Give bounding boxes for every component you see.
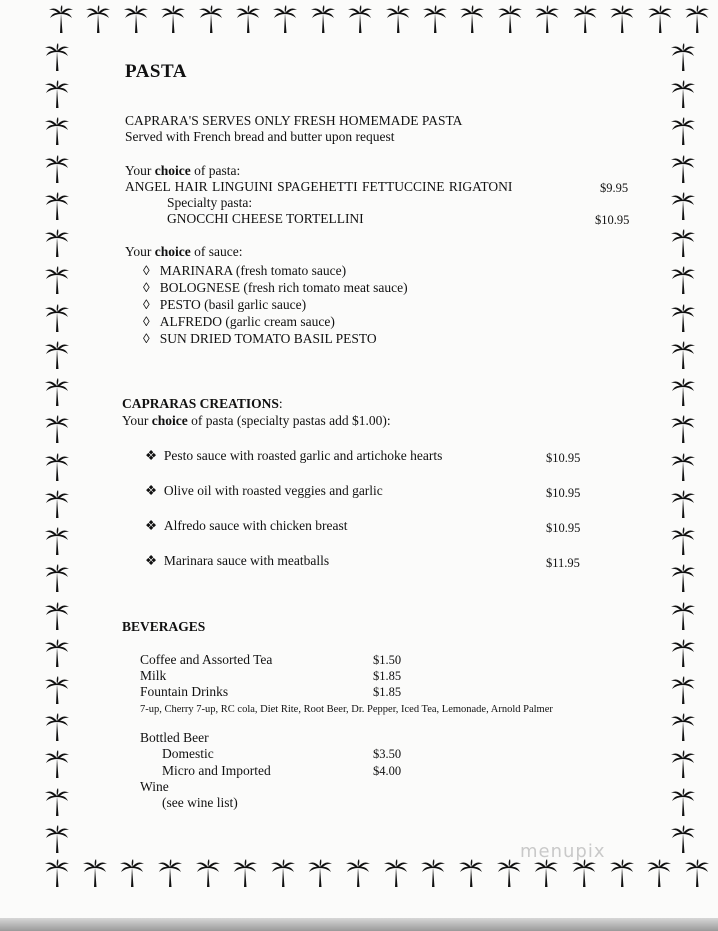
beverage-price: $1.85 — [373, 685, 402, 699]
palm-tree-icon — [533, 858, 559, 888]
palm-tree-icon — [571, 858, 597, 888]
palm-tree-icon — [119, 858, 145, 888]
creations-sub-suffix: of pasta (specialty pastas add $1.00): — [187, 413, 391, 428]
palm-border-top — [48, 4, 710, 34]
creation-item — [145, 553, 329, 569]
palm-tree-icon — [534, 4, 560, 34]
palm-tree-icon — [609, 858, 635, 888]
creation-item-price: $10.95 — [546, 451, 581, 465]
palm-tree-icon — [48, 4, 74, 34]
palm-tree-icon — [310, 4, 336, 34]
specialty-pasta-list: GNOCCHI CHEESE TORTELLINI — [167, 211, 364, 226]
palm-tree-icon — [44, 858, 70, 888]
palm-tree-icon — [345, 858, 371, 888]
palm-tree-icon — [670, 675, 696, 705]
beverage-name: Coffee and Assorted Tea — [140, 652, 273, 667]
palm-tree-icon — [44, 452, 70, 482]
palm-tree-icon — [347, 4, 373, 34]
palm-tree-icon — [157, 858, 183, 888]
palm-tree-icon — [44, 414, 70, 444]
beverage-price: $4.00 — [373, 764, 402, 778]
palm-tree-icon — [670, 787, 696, 817]
regular-pasta-list: ANGEL HAIR LINGUINI SPAGEHETTI FETTUCCINE RIGATONI — [125, 179, 513, 194]
palm-tree-icon — [670, 452, 696, 482]
diamond-bullet-icon: ◊ — [143, 297, 150, 312]
palm-tree-icon — [684, 858, 710, 888]
creation-item-price: $10.95 — [546, 521, 581, 535]
sauce-choice-suffix: of sauce: — [190, 244, 243, 259]
palm-tree-icon — [572, 4, 598, 34]
creations-sub-prefix: Your — [122, 413, 152, 428]
sauce-choice-bold: choice — [154, 244, 191, 259]
palm-tree-icon — [44, 638, 70, 668]
intro-line-1: CAPRARA'S SERVES ONLY FRESH HOMEMADE PASTA — [125, 113, 463, 128]
creations-heading — [122, 396, 283, 412]
palm-tree-icon — [383, 858, 409, 888]
palm-tree-icon — [44, 340, 70, 370]
sauce-item — [143, 263, 346, 279]
palm-tree-icon — [44, 712, 70, 742]
beverage-name: Domestic — [162, 746, 214, 761]
palm-tree-icon — [123, 4, 149, 34]
specialty-pasta-label: Specialty pasta: — [167, 195, 253, 210]
palm-tree-icon — [670, 191, 696, 221]
palm-tree-icon — [270, 858, 296, 888]
palm-tree-icon — [44, 526, 70, 556]
palm-tree-icon — [670, 154, 696, 184]
palm-tree-icon — [670, 526, 696, 556]
sauce-item — [143, 314, 335, 330]
wine-note: (see wine list) — [162, 795, 238, 810]
sauce-item-label: BOLOGNESE (fresh rich tomato meat sauce) — [159, 280, 408, 295]
regular-pasta-price: $9.95 — [600, 181, 629, 195]
creations-heading-colon: : — [278, 396, 283, 411]
sauce-item-label: MARINARA (fresh tomato sauce) — [159, 263, 347, 278]
sauce-item-label: ALFREDO (garlic cream sauce) — [159, 314, 335, 329]
specialty-pasta-price: $10.95 — [595, 213, 630, 227]
star-bullet-icon: ❖ — [145, 553, 158, 568]
creation-item — [145, 483, 383, 499]
palm-tree-icon — [647, 4, 673, 34]
sauce-item — [143, 280, 408, 296]
star-bullet-icon: ❖ — [145, 448, 158, 463]
palm-tree-icon — [44, 116, 70, 146]
intro-line-2: Served with French bread and butter upon request — [125, 129, 395, 144]
creation-item-price: $11.95 — [546, 556, 580, 570]
bottled-beer-label: Bottled Beer — [140, 730, 209, 745]
palm-tree-icon — [198, 4, 224, 34]
palm-tree-icon — [44, 79, 70, 109]
diamond-bullet-icon: ◊ — [143, 280, 150, 295]
diamond-bullet-icon: ◊ — [143, 263, 150, 278]
fountain-drinks-list: 7-up, Cherry 7-up, RC cola, Diet Rite, Root Beer, Dr. Pepper, Iced Tea, Lemonade, Arnold Palmer — [140, 704, 553, 715]
palm-tree-icon — [160, 4, 186, 34]
creation-item-name: Alfredo sauce with chicken breast — [163, 518, 348, 533]
watermark-logo: menupix — [520, 841, 606, 862]
palm-tree-icon — [684, 4, 710, 34]
palm-border-bottom — [44, 858, 710, 888]
palm-tree-icon — [44, 489, 70, 519]
beverage-price: $1.50 — [373, 653, 402, 667]
star-bullet-icon: ❖ — [145, 518, 158, 533]
sauce-item-label: SUN DRIED TOMATO BASIL PESTO — [159, 331, 377, 346]
beverages-heading: BEVERAGES — [122, 619, 206, 634]
beverage-name: Fountain Drinks — [140, 684, 229, 699]
sauce-item — [143, 331, 377, 347]
palm-tree-icon — [44, 303, 70, 333]
palm-tree-icon — [232, 858, 258, 888]
creation-item-name: Olive oil with roasted veggies and garlic — [163, 483, 383, 498]
palm-tree-icon — [670, 824, 696, 854]
palm-tree-icon — [44, 42, 70, 72]
palm-tree-icon — [82, 858, 108, 888]
sauce-item-label: PESTO (basil garlic sauce) — [159, 297, 307, 312]
palm-tree-icon — [670, 638, 696, 668]
palm-tree-icon — [44, 191, 70, 221]
palm-tree-icon — [670, 563, 696, 593]
palm-tree-icon — [670, 42, 696, 72]
palm-tree-icon — [307, 858, 333, 888]
palm-tree-icon — [459, 4, 485, 34]
palm-tree-icon — [670, 265, 696, 295]
pasta-choice-suffix: of pasta: — [190, 163, 241, 178]
palm-tree-icon — [195, 858, 221, 888]
beverage-price: $3.50 — [373, 747, 402, 761]
star-bullet-icon: ❖ — [145, 483, 158, 498]
palm-tree-icon — [85, 4, 111, 34]
palm-tree-icon — [385, 4, 411, 34]
palm-tree-icon — [496, 858, 522, 888]
palm-tree-icon — [422, 4, 448, 34]
page-title: PASTA — [125, 61, 187, 82]
beverage-price: $1.85 — [373, 669, 402, 683]
diamond-bullet-icon: ◊ — [143, 331, 150, 346]
pasta-choice-label — [125, 163, 240, 179]
creations-subheading — [122, 413, 391, 429]
palm-tree-icon — [44, 228, 70, 258]
palm-tree-icon — [272, 4, 298, 34]
palm-tree-icon — [44, 675, 70, 705]
pasta-choice-bold: choice — [154, 163, 191, 178]
beverage-name: Milk — [140, 668, 167, 683]
beverage-name: Micro and Imported — [162, 763, 271, 778]
creations-sub-bold: choice — [151, 413, 188, 428]
palm-tree-icon — [670, 116, 696, 146]
palm-tree-icon — [44, 824, 70, 854]
palm-tree-icon — [44, 377, 70, 407]
palm-tree-icon — [44, 154, 70, 184]
creation-item-price: $10.95 — [546, 486, 581, 500]
diamond-bullet-icon: ◊ — [143, 314, 150, 329]
palm-tree-icon — [44, 787, 70, 817]
palm-tree-icon — [646, 858, 672, 888]
page-bottom-edge — [0, 918, 718, 931]
palm-tree-icon — [670, 712, 696, 742]
creation-item — [145, 448, 442, 464]
palm-tree-icon — [458, 858, 484, 888]
palm-tree-icon — [670, 340, 696, 370]
sauce-item — [143, 297, 306, 313]
palm-tree-icon — [670, 303, 696, 333]
palm-tree-icon — [44, 749, 70, 779]
palm-tree-icon — [670, 377, 696, 407]
palm-tree-icon — [670, 228, 696, 258]
sauce-choice-label — [125, 244, 243, 260]
palm-tree-icon — [44, 265, 70, 295]
wine-label: Wine — [140, 779, 169, 794]
palm-tree-icon — [670, 749, 696, 779]
creation-item-name: Marinara sauce with meatballs — [163, 553, 330, 568]
palm-tree-icon — [670, 489, 696, 519]
palm-tree-icon — [609, 4, 635, 34]
palm-tree-icon — [670, 414, 696, 444]
palm-tree-icon — [497, 4, 523, 34]
palm-tree-icon — [670, 79, 696, 109]
palm-border-right — [670, 42, 696, 854]
creations-heading-text: CAPRARAS CREATIONS — [122, 396, 279, 411]
palm-tree-icon — [670, 601, 696, 631]
palm-border-left — [44, 42, 70, 854]
creation-item — [145, 518, 348, 534]
palm-tree-icon — [420, 858, 446, 888]
palm-tree-icon — [235, 4, 261, 34]
sauce-choice-prefix: Your — [125, 244, 155, 259]
creation-item-name: Pesto sauce with roasted garlic and artichoke hearts — [163, 448, 443, 463]
palm-tree-icon — [44, 601, 70, 631]
pasta-choice-prefix: Your — [125, 163, 155, 178]
palm-tree-icon — [44, 563, 70, 593]
